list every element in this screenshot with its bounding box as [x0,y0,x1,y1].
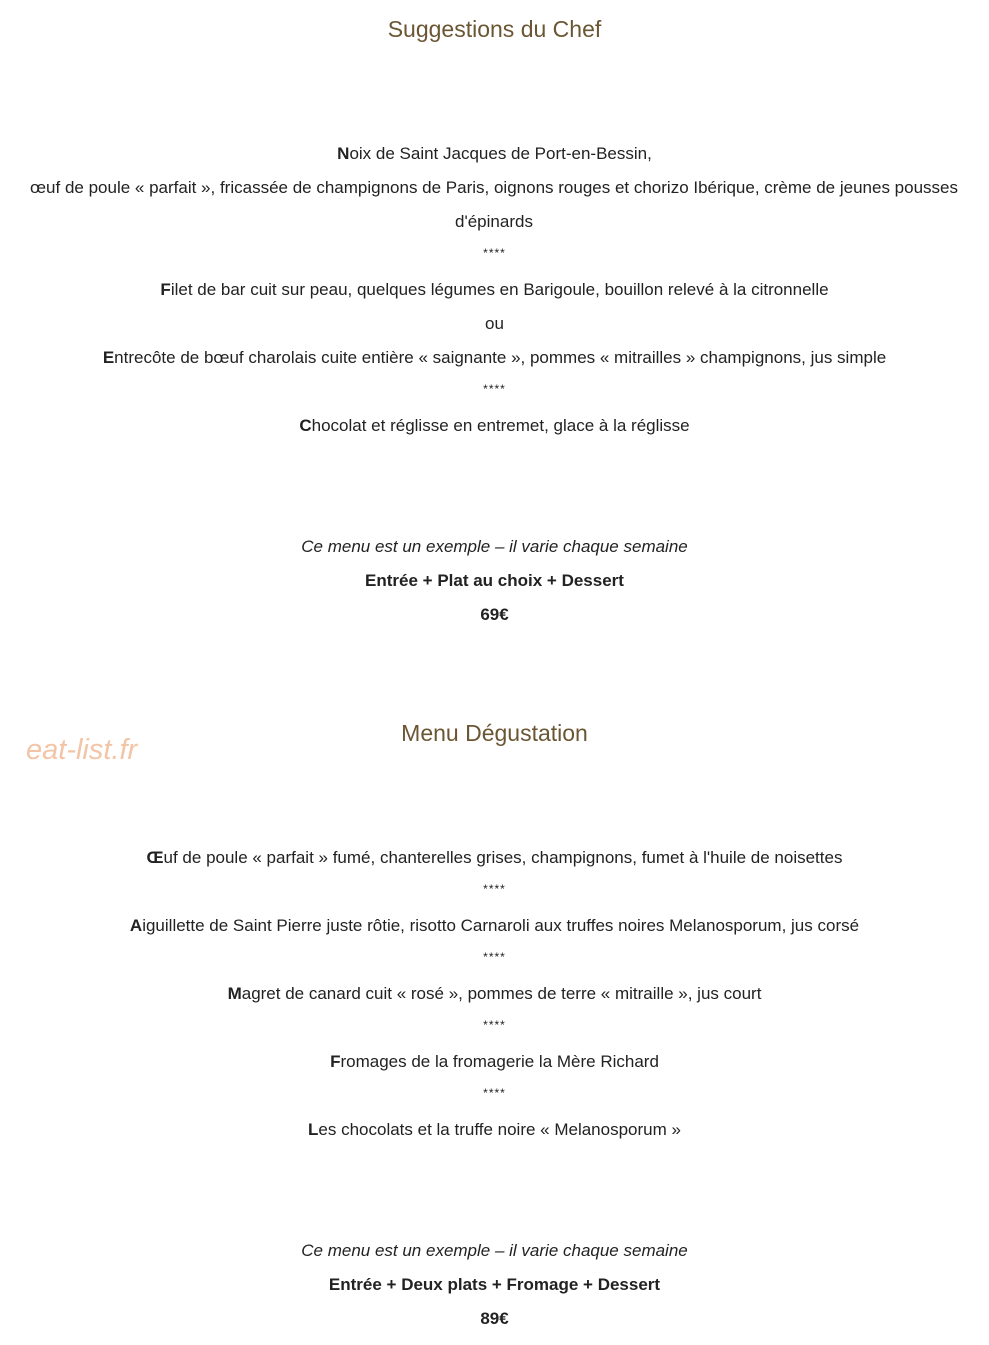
degustation-dish-5 [0,1113,989,1147]
degustation-dish-1 [0,841,989,875]
dish-text: romages de la fromagerie la Mère Richard [340,1052,659,1071]
degustation-separator-3: **** [483,1018,506,1032]
chef-or: ou [485,314,504,333]
chef-menu-formula: Entrée + Plat au choix + Dessert [365,571,624,590]
chef-dish-1-line-2: œuf de poule « parfait », fricassée de champignons de Paris, oignons rouges et chorizo Ibérique, crème de jeunes pousses d'épinards [30,178,958,231]
degustation-menu-note: Ce menu est un exemple – il varie chaque semaine [301,1241,688,1260]
chef-dish-3 [0,341,989,375]
degustation-separator-4: **** [483,1086,506,1100]
dish-text: ilet de bar cuit sur peau, quelques légumes en Barigoule, bouillon relevé à la citronnelle [170,280,829,299]
dish-initial: F [160,280,171,299]
dish-initial: C [299,416,312,435]
degustation-dish-2 [0,909,989,943]
watermark: eat-list.fr [26,734,138,766]
degustation-dish-3 [0,977,989,1011]
dish-initial: N [337,144,350,163]
degustation-menu-price: 89€ [480,1309,509,1328]
dish-text: iguillette de Saint Pierre juste rôtie, risotto Carnaroli aux truffes noires Melanosporum, jus corsé [142,916,860,935]
chef-menu-price: 69€ [480,605,509,624]
degustation-separator-2: **** [483,950,506,964]
chef-dish-4 [0,409,989,443]
dish-text: uf de poule « parfait » fumé, chanterelles grises, champignons, fumet à l'huile de noisettes [163,848,843,867]
degustation-dish-4 [0,1045,989,1079]
chef-menu-title: Suggestions du Chef [387,16,602,42]
degustation-menu-title: Menu Dégustation [401,720,588,746]
chef-dish-1-line-1 [0,137,989,171]
dish-initial: F [330,1052,341,1071]
dish-initial: Œ [146,848,164,867]
degustation-menu-formula: Entrée + Deux plats + Fromage + Dessert [328,1275,661,1294]
dish-text: oix de Saint Jacques de Port-en-Bessin, [349,144,652,163]
dish-initial: L [308,1120,319,1139]
dish-text: es chocolats et la truffe noire « Melanosporum » [318,1120,681,1139]
dish-initial: M [227,984,242,1003]
degustation-separator-1: **** [483,882,506,896]
dish-initial: E [102,348,115,367]
dish-initial: A [129,916,143,935]
dish-text: agret de canard cuit « rosé », pommes de terre « mitraille », jus court [241,984,762,1003]
chef-separator-1: **** [483,246,506,260]
chef-dish-2 [0,273,989,307]
chef-menu-note: Ce menu est un exemple – il varie chaque semaine [301,537,688,556]
dish-text: hocolat et réglisse en entremet, glace à la réglisse [311,416,690,435]
chef-separator-2: **** [483,382,506,396]
dish-text: ntrecôte de bœuf charolais cuite entière « saignante », pommes « mitrailles » champignons, jus simple [114,348,887,367]
